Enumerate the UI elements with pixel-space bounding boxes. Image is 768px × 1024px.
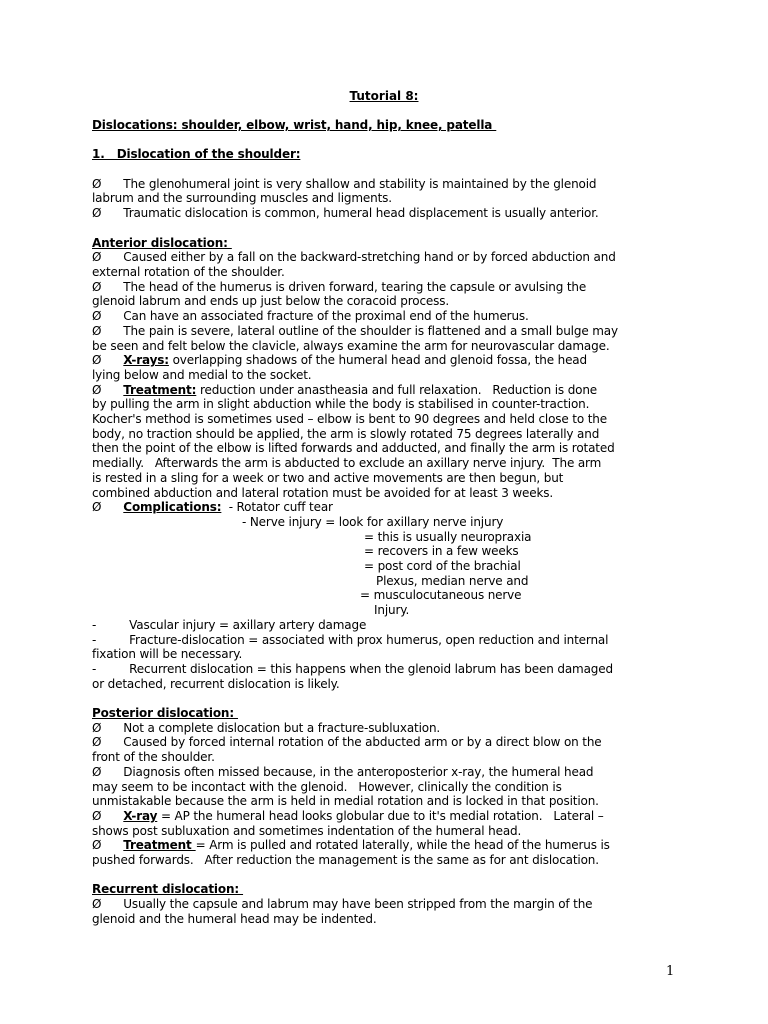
treatment-line [92, 838, 676, 853]
text-line: is rested in a sling for a week or two and active movements are then begun, but [92, 470, 564, 485]
bullet: Ø [92, 838, 124, 853]
complication-item: - Nerve injury = look for axillary nerve injury [242, 514, 504, 529]
text-line: shows post subluxation and sometimes indentation of the humeral head. [92, 823, 522, 838]
text-line: Ø Diagnosis often missed because, in the anteroposterior x-ray, the humeral head [92, 764, 594, 779]
text-line: Ø Traumatic dislocation is common, humeral head displacement is usually anterior. [92, 206, 599, 221]
complication-subitem: = post cord of the brachial [364, 559, 521, 574]
complications-label: Complications: [123, 500, 222, 515]
xray-label: X-ray [123, 808, 158, 823]
text-line: external rotation of the shoulder. [92, 264, 285, 279]
bullet: Ø [92, 808, 124, 823]
text-line: combined abduction and lateral rotation must be avoided for at least 3 weeks. [92, 485, 554, 500]
text-line: glenoid labrum and ends up just below the coracoid process. [92, 294, 450, 309]
text-line: Ø Usually the capsule and labrum may have been stripped from the margin of the [92, 897, 593, 912]
text-line: or detached, recurrent dislocation is likely. [92, 676, 340, 691]
page-number: 1 [666, 964, 675, 979]
bullet: Ø [92, 382, 124, 397]
bullet: Ø [92, 500, 124, 515]
complications-text: - Rotator cuff tear [221, 500, 333, 515]
xray-line [92, 809, 676, 824]
text-line: then the point of the elbow is lifted forwards and adducted, and finally the arm is rotated [92, 441, 615, 456]
section-heading-recurrent: Recurrent dislocation: [92, 882, 244, 897]
text-line: Kocher's method is sometimes used – elbow is bent to 90 degrees and held close to the [92, 412, 607, 427]
complication-subitem: Plexus, median nerve and [376, 573, 529, 588]
text-line: fixation will be necessary. [92, 647, 243, 662]
text-line: labrum and the surrounding muscles and ligments. [92, 191, 392, 206]
text-line: Ø The pain is severe, lateral outline of the shoulder is flattened and a small bulge may [92, 323, 618, 338]
treatment-label: Treatment: [123, 382, 197, 397]
text-line: pushed forwards. After reduction the management is the same as for ant dislocation. [92, 853, 599, 868]
complication-subitem: = musculocutaneous nerve [360, 588, 522, 603]
complication-subitem: = recovers in a few weeks [364, 544, 519, 559]
text-line: Ø Not a complete dislocation but a fracture-subluxation. [92, 720, 441, 735]
text-line: glenoid and the humeral head may be indented. [92, 911, 377, 926]
text-line: be seen and felt below the clavicle, always examine the arm for neurovascular damage. [92, 338, 610, 353]
bullet: Ø [92, 353, 124, 368]
text-line: may seem to be incontact with the glenoid. However, clinically the condition is [92, 779, 562, 794]
text-line: - Recurrent dislocation = this happens when the glenoid labrum has been damaged [92, 661, 613, 676]
treatment-label: Treatment [123, 838, 196, 853]
section-heading-anterior: Anterior dislocation: [92, 235, 232, 250]
text-line: medially. Afterwards the arm is abducted to exclude an axillary nerve injury. The arm [92, 456, 602, 471]
treatment-text: = Arm is pulled and rotated laterally, while the head of the humerus is [195, 838, 610, 853]
document-body [92, 118, 676, 927]
text-line: Ø The glenohumeral joint is very shallow and stability is maintained by the glenoid [92, 176, 597, 191]
treatment-line [92, 383, 676, 398]
xray-line [92, 353, 676, 368]
complication-subitem: Injury. [374, 603, 410, 618]
text-line: Ø Caused either by a fall on the backward-stretching hand or by forced abduction and [92, 250, 616, 265]
text-line: lying below and medial to the socket. [92, 367, 312, 382]
text-line: by pulling the arm in slight abduction while the body is stabilised in counter-traction. [92, 397, 590, 412]
section-heading-shoulder: 1. Dislocation of the shoulder: [92, 147, 301, 162]
subtitle: Dislocations: shoulder, elbow, wrist, hand, hip, knee, patella [92, 118, 497, 132]
section-heading-posterior: Posterior dislocation: [92, 706, 239, 721]
treatment-text: reduction under anastheasia and full relaxation. Reduction is done [196, 382, 598, 397]
page-title: Tutorial 8: [349, 89, 419, 103]
text-line: Ø The head of the humerus is driven forward, tearing the capsule or avulsing the [92, 279, 587, 294]
xray-label: X-rays: [123, 353, 169, 368]
xray-text: overlapping shadows of the humeral head and glenoid fossa, the head [168, 353, 587, 368]
text-line: - Vascular injury = axillary artery damage [92, 617, 367, 632]
xray-text: = AP the humeral head looks globular due to it's medial rotation. Lateral – [157, 808, 604, 823]
complications-line [92, 500, 676, 515]
text-line: unmistakable because the arm is held in medial rotation and is locked in that position. [92, 794, 599, 809]
text-line: - Fracture-dislocation = associated with prox humerus, open reduction and internal [92, 632, 609, 647]
text-line: front of the shoulder. [92, 750, 215, 765]
complication-subitem: = this is usually neuropraxia [364, 529, 532, 544]
text-line: body, no traction should be applied, the arm is slowly rotated 75 degrees laterally and [92, 426, 600, 441]
text-line: Ø Can have an associated fracture of the proximal end of the humerus. [92, 309, 529, 324]
text-line: Ø Caused by forced internal rotation of the abducted arm or by a direct blow on the [92, 735, 602, 750]
